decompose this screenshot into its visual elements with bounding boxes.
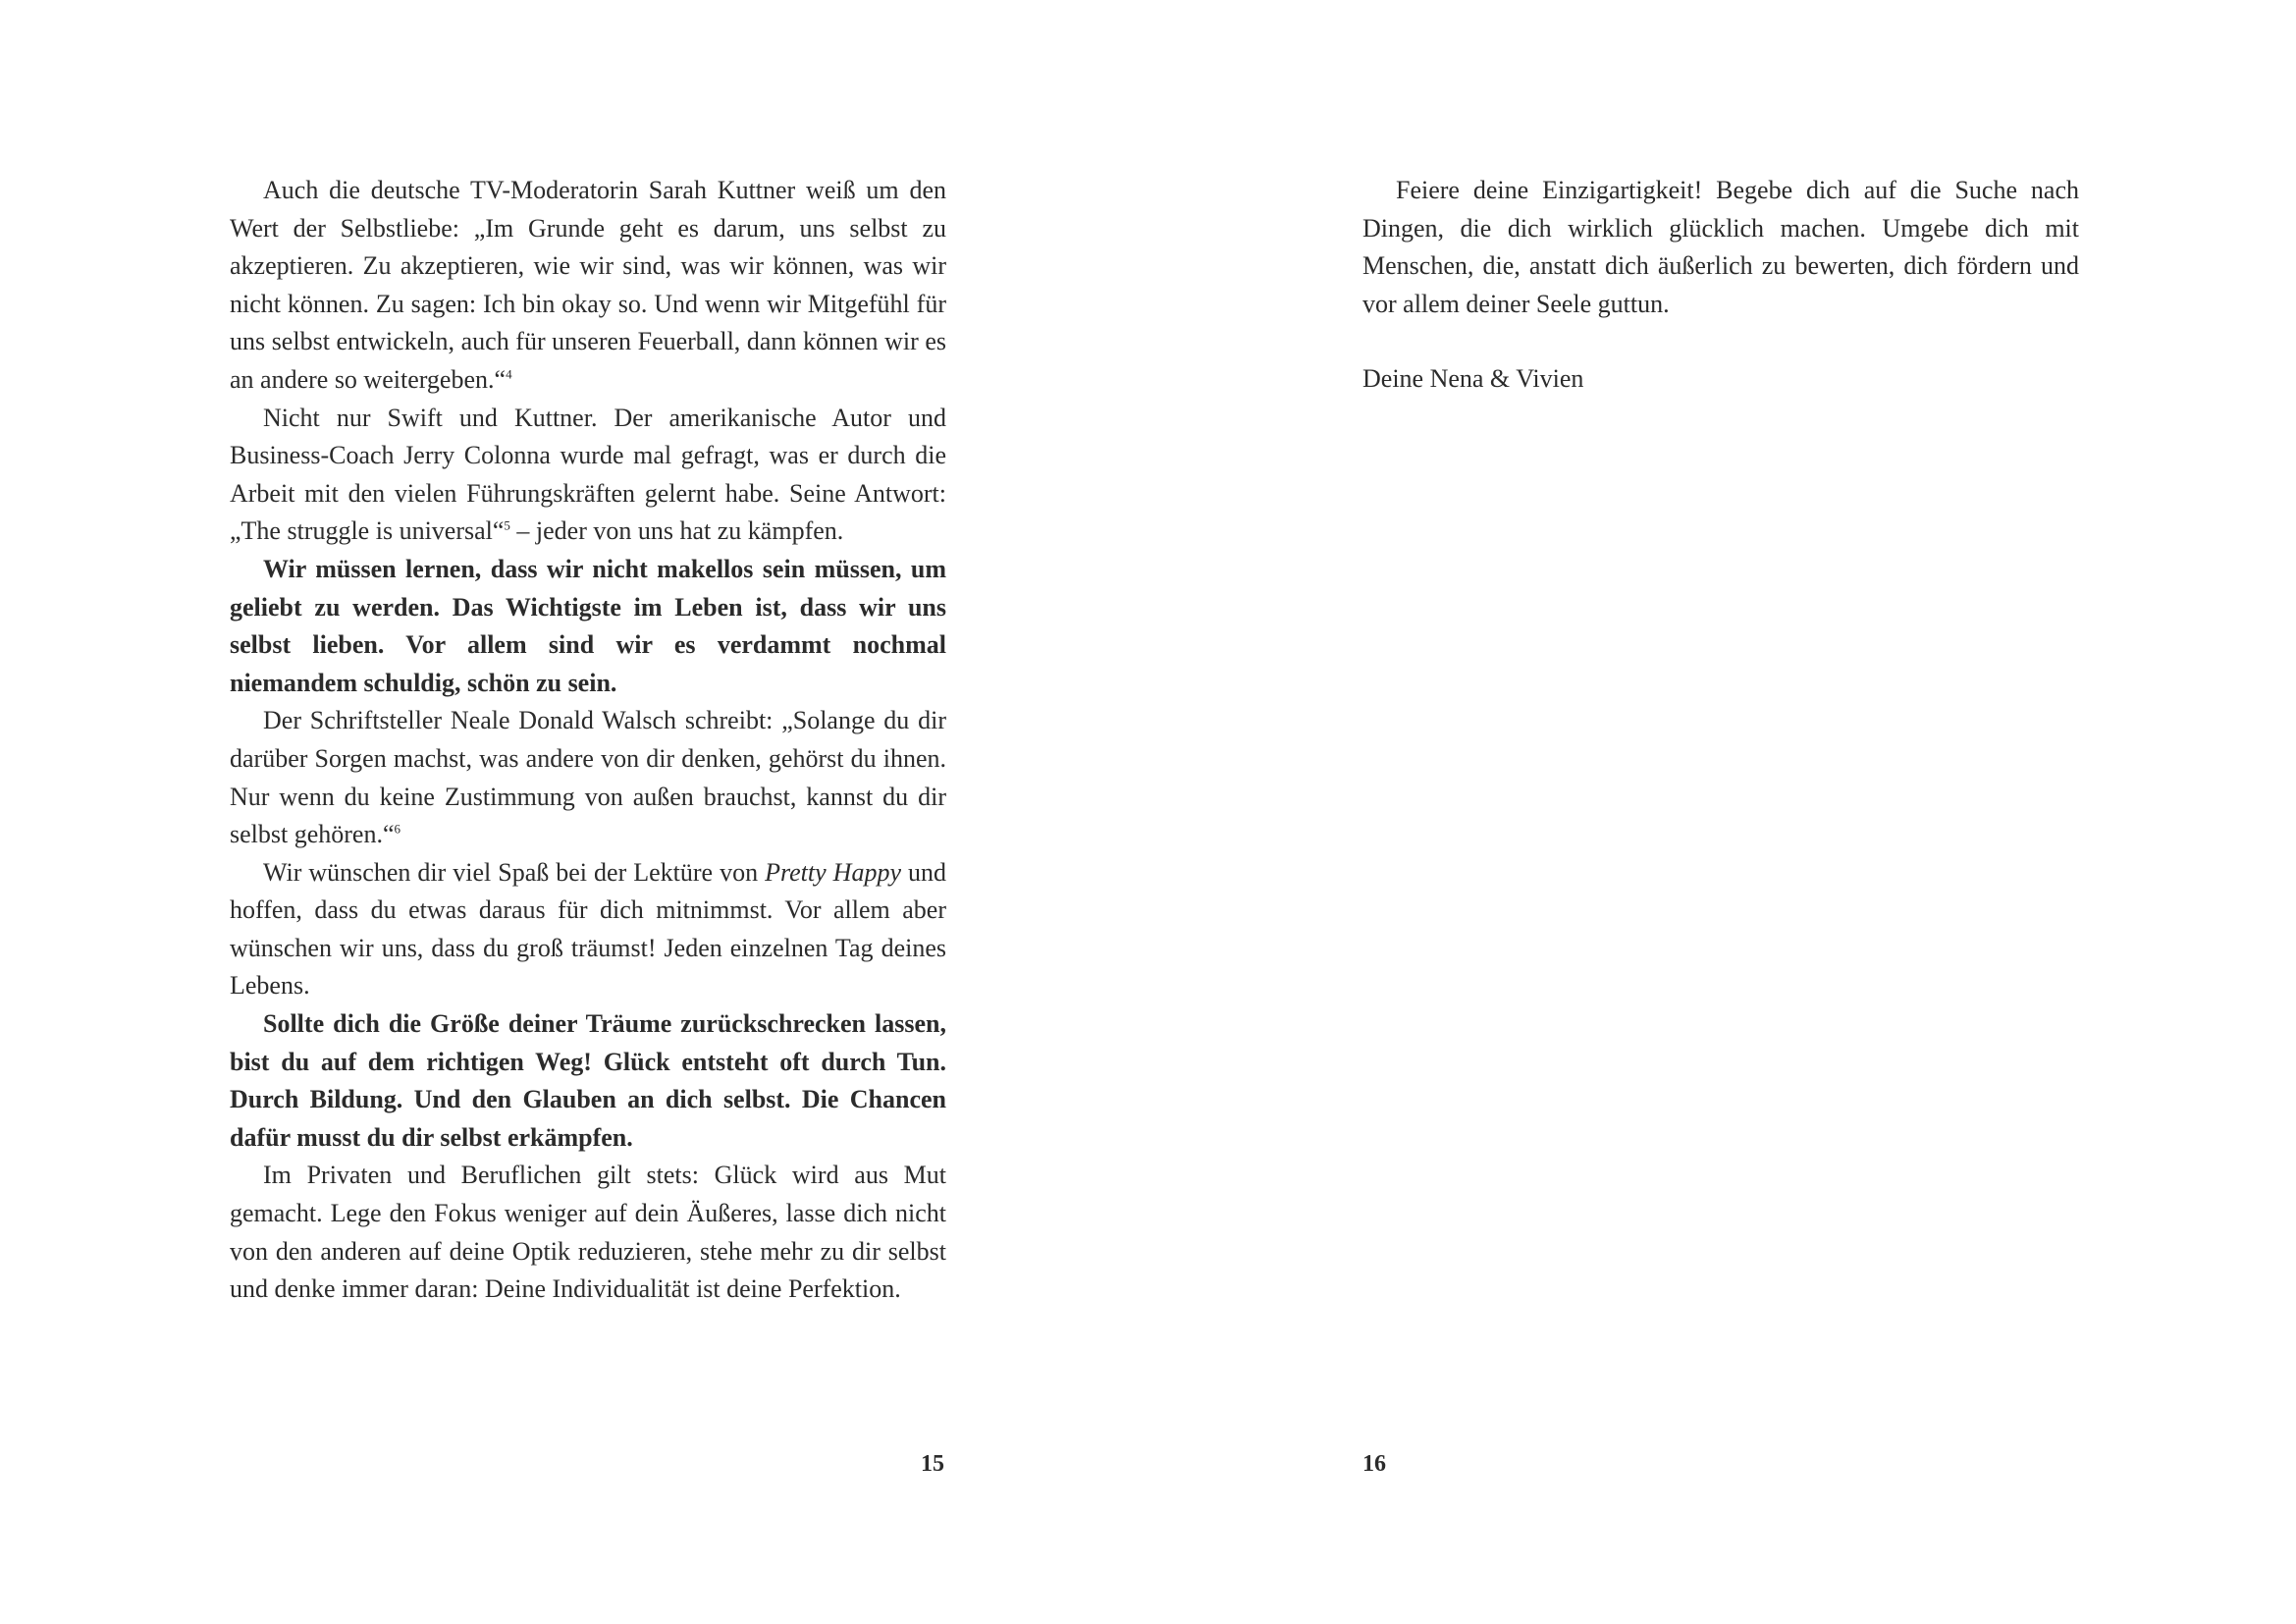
paragraph bbox=[230, 1157, 946, 1308]
paragraph-text: Wir wünschen dir viel Spaß bei der Lektüre von bbox=[263, 857, 766, 887]
paragraph-text: Nicht nur Swift und Kuttner. Der amerikanische Autor und Business-Coach Jerry Colonna wurde mal gefragt, was er durch die Arbeit mit den vielen Führungskräften gelernt habe. Seine Antwort: „The struggle is universal“ bbox=[230, 403, 946, 546]
paragraph bbox=[1362, 172, 2079, 323]
paragraph bbox=[230, 1005, 946, 1157]
paragraph bbox=[230, 702, 946, 853]
right-page-text bbox=[1362, 172, 2079, 399]
paragraph-text: Auch die deutsche TV-Moderatorin Sarah Kuttner weiß um den Wert der Selbstliebe: „Im Grunde geht es darum, uns selbst zu akzeptieren. Zu akzeptieren, wie wir sind, was wir können, was wir nicht können. Zu sagen: Ich bin okay so. Und wenn wir Mitgefühl für uns selbst entwickeln, auch für unseren Feuerball, dann können wir es an andere so weitergeben.“ bbox=[230, 176, 946, 394]
page-number-right: 16 bbox=[1362, 1451, 1386, 1477]
paragraph bbox=[230, 400, 946, 551]
paragraph-text: Der Schriftsteller Neale Donald Walsch schreibt: „Solange du dir darüber Sorgen machst, was andere von dir denken, gehörst du ihnen. Nur wenn du keine Zustimmung von außen brauchst, kannst du dir selbst gehören.“ bbox=[230, 706, 946, 849]
paragraph-text: und hoffen, dass du etwas daraus für dich mitnimmst. Vor allem aber wünschen wir uns, dass du groß träumst! Jeden einzelnen Tag deines Lebens. bbox=[230, 857, 947, 1001]
page-number-left: 15 bbox=[921, 1451, 944, 1477]
paragraph-text: Feiere deine Einzigartigkeit! Begebe dich auf die Suche nach Dingen, die dich wirklich glücklich machen. Umgebe dich mit Menschen, die, anstatt dich äußerlich zu bewerten, dich fördern und vor allem deiner Seele guttun. bbox=[1362, 176, 2079, 318]
paragraph bbox=[230, 854, 946, 1005]
paragraph bbox=[230, 551, 946, 702]
paragraph bbox=[230, 172, 946, 400]
signature: Deine Nena & Vivien bbox=[1362, 364, 1584, 394]
right-page bbox=[1148, 0, 2296, 1624]
book-title: Pretty Happy bbox=[765, 857, 901, 887]
left-page-text bbox=[230, 172, 946, 1309]
footnote-marker: 5 bbox=[504, 517, 510, 533]
footnote-marker: 6 bbox=[394, 821, 401, 837]
paragraph-text: Wir müssen lernen, dass wir nicht makellos sein müssen, um geliebt zu werden. Das Wichtigste im Leben ist, dass wir uns selbst lieben. Vor allem sind wir es verdammt nochmal niemandem schuldig, schön zu sein. bbox=[230, 554, 946, 697]
paragraph-text: Sollte dich die Größe deiner Träume zurückschrecken lassen, bist du auf dem richtigen Weg! Glück entsteht oft durch Tun. Durch Bildung. Und den Glauben an dich selbst. Die Chancen dafür musst du dir selbst erkämpfen. bbox=[230, 1009, 946, 1152]
paragraph-text: – jeder von uns hat zu kämpfen. bbox=[509, 516, 844, 546]
paragraph-text: Im Privaten und Beruflichen gilt stets: Glück wird aus Mut gemacht. Lege den Fokus weniger auf dein Äußeres, lasse dich nicht von den anderen auf deine Optik reduzieren, stehe mehr zu dir selbst und denke immer daran: Deine Individualität ist deine Perfektion. bbox=[230, 1161, 946, 1304]
footnote-marker: 4 bbox=[506, 366, 512, 382]
